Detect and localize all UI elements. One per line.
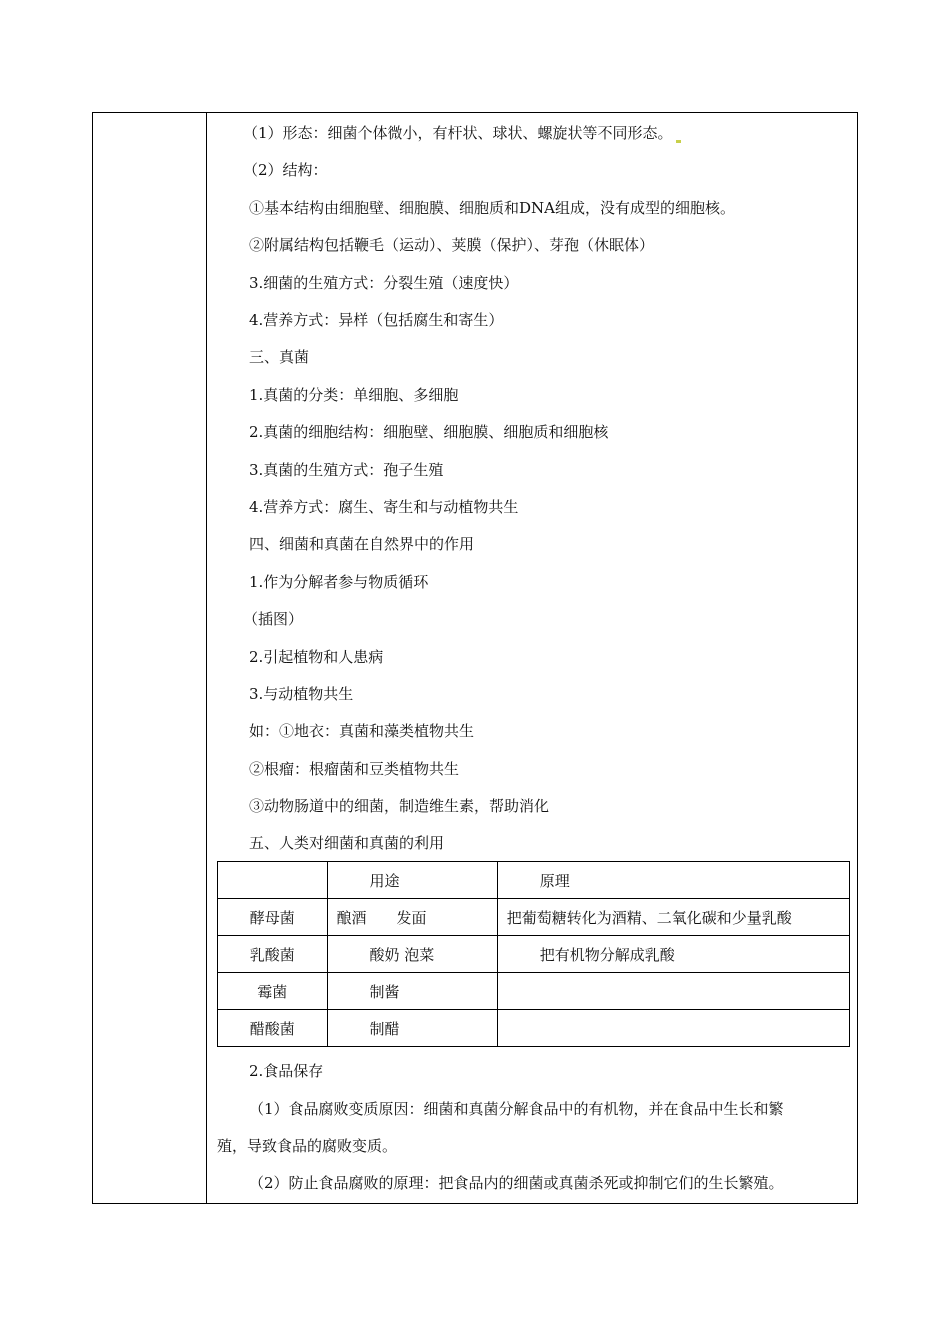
text-line: （2）结构： [243,161,328,179]
text-line: ③动物肠道中的细菌，制造维生素，帮助消化 [249,797,550,815]
table-row [218,936,850,973]
marker-icon [676,140,681,143]
content-table [92,112,858,1204]
table-row [218,1010,850,1047]
content-cell [207,113,857,1203]
usage-table [217,861,850,1047]
text-line: 2.引起植物和人患病 [249,648,384,666]
table-cell: 原理 [497,862,849,899]
table-cell: 酿酒 发面 [327,899,497,936]
table-cell: 酵母菌 [218,899,328,936]
left-column [93,113,207,1203]
table-cell: 制醋 [327,1010,497,1047]
section-heading: 2.食品保存 [249,1062,324,1080]
table-cell [218,862,328,899]
text-line: 3.与动植物共生 [249,685,354,703]
text-line: 4.营养方式：异样（包括腐生和寄生） [249,311,504,329]
text-line: 2.真菌的细胞结构：细胞壁、细胞膜、细胞质和细胞核 [249,423,609,441]
table-cell: 酸奶 泡菜 [327,936,497,973]
table-cell [497,973,849,1010]
text-line: ②根瘤：根瘤菌和豆类植物共生 [249,760,460,778]
table-row [218,862,850,899]
table-cell: 制酱 [327,973,497,1010]
text-line: 1.作为分解者参与物质循环 [249,573,429,591]
text-line: （插图） [243,610,304,628]
table-cell: 醋酸菌 [218,1010,328,1047]
table-cell: 霉菌 [218,973,328,1010]
text-line: 3.真菌的生殖方式：孢子生殖 [249,461,444,479]
table-cell [497,1010,849,1047]
table-cell: 把葡萄糖转化为酒精、二氧化碳和少量乳酸 [497,899,849,936]
table-cell: 用途 [327,862,497,899]
section-heading: 四、细菌和真菌在自然界中的作用 [249,535,475,553]
text-line: 1.真菌的分类：单细胞、多细胞 [249,386,459,404]
section-heading: 三、真菌 [249,348,310,366]
text-line: ②附属结构包括鞭毛（运动）、荚膜（保护）、芽孢（休眠体） [249,236,655,254]
table-row [218,899,850,936]
table-cell: 把有机物分解成乳酸 [497,936,849,973]
paragraph: （2）防止食品腐败的原理：把食品内的细菌或真菌杀死或抑制它们的生长繁殖。 [249,1174,784,1192]
text-line: （1）形态：细菌个体微小，有杆状、球状、螺旋状等不同形态。 [243,123,681,143]
table-row [218,973,850,1010]
text-line: ①基本结构由细胞壁、细胞膜、细胞质和DNA组成，没有成型的细胞核。 [249,199,735,217]
text-line: 如：①地衣：真菌和藻类植物共生 [249,722,475,740]
text-line: 4.营养方式：腐生、寄生和与动植物共生 [249,498,519,516]
table-cell: 乳酸菌 [218,936,328,973]
paragraph: （1）食品腐败变质原因：细菌和真菌分解食品中的有机物，并在食品中生长和繁殖，导致食品的腐败变质。 [217,1100,784,1155]
text-line: 3.细菌的生殖方式：分裂生殖（速度快） [249,274,519,292]
section-heading: 五、人类对细菌和真菌的利用 [249,834,445,852]
